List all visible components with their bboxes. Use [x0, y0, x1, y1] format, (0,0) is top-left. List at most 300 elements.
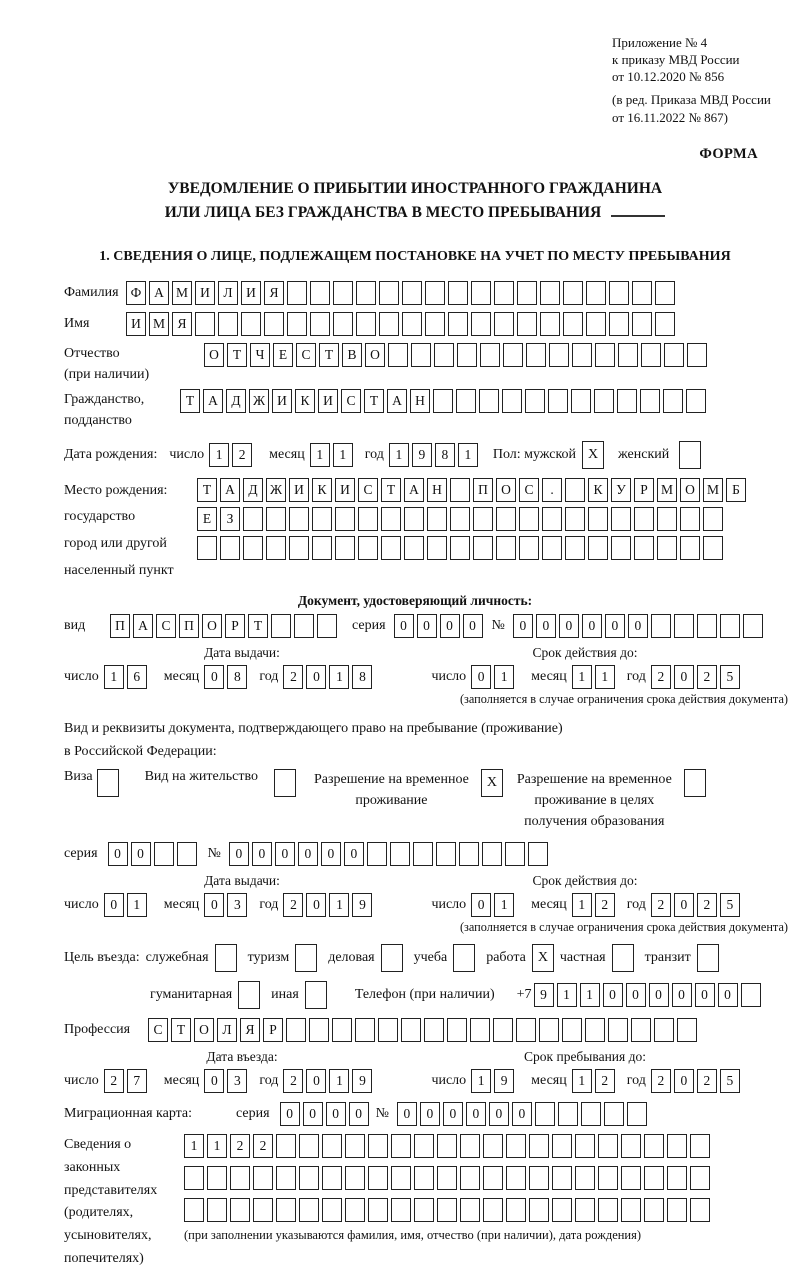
char-cell[interactable] [667, 1198, 687, 1222]
birth-month-cells[interactable] [310, 443, 356, 467]
char-cell[interactable]: 1 [494, 893, 514, 917]
char-cell[interactable]: 2 [595, 893, 615, 917]
char-cell[interactable] [322, 1198, 342, 1222]
char-cell[interactable] [414, 1166, 434, 1190]
char-cell[interactable] [575, 1166, 595, 1190]
char-cell[interactable] [483, 1134, 503, 1158]
char-cell[interactable] [565, 478, 585, 502]
char-cell[interactable] [517, 281, 537, 305]
char-cell[interactable]: Я [240, 1018, 260, 1042]
char-cell[interactable] [378, 1018, 398, 1042]
char-cell[interactable] [529, 1198, 549, 1222]
char-cell[interactable] [621, 1166, 641, 1190]
gender-female-checkbox[interactable] [679, 441, 701, 469]
char-cell[interactable] [697, 614, 717, 638]
stay-until-month-cells[interactable] [572, 1069, 618, 1093]
char-cell[interactable] [358, 507, 378, 531]
entry-year-cells[interactable] [283, 1069, 375, 1093]
char-cell[interactable] [450, 478, 470, 502]
char-cell[interactable] [388, 343, 408, 367]
char-cell[interactable]: 0 [489, 1102, 509, 1126]
char-cell[interactable]: А [203, 389, 223, 413]
char-cell[interactable] [391, 1134, 411, 1158]
char-cell[interactable] [720, 614, 740, 638]
char-cell[interactable] [529, 1166, 549, 1190]
birth-year-cells[interactable] [389, 443, 481, 467]
char-cell[interactable] [552, 1198, 572, 1222]
char-cell[interactable]: 2 [104, 1069, 124, 1093]
char-cell[interactable] [299, 1166, 319, 1190]
char-cell[interactable] [558, 1102, 578, 1126]
char-cell[interactable] [414, 1134, 434, 1158]
char-cell[interactable]: 1 [580, 983, 600, 1007]
char-cell[interactable]: 1 [127, 893, 147, 917]
char-cell[interactable] [621, 1198, 641, 1222]
char-cell[interactable] [218, 312, 238, 336]
char-cell[interactable]: 2 [283, 893, 303, 917]
char-cell[interactable] [480, 343, 500, 367]
char-cell[interactable]: 0 [559, 614, 579, 638]
char-cell[interactable] [355, 1018, 375, 1042]
char-cell[interactable] [585, 1018, 605, 1042]
char-cell[interactable]: Т [364, 389, 384, 413]
char-cell[interactable] [627, 1102, 647, 1126]
char-cell[interactable] [457, 343, 477, 367]
char-cell[interactable]: Ж [266, 478, 286, 502]
char-cell[interactable]: П [179, 614, 199, 638]
char-cell[interactable]: 9 [412, 443, 432, 467]
char-cell[interactable] [197, 536, 217, 560]
purpose-business-checkbox[interactable] [381, 944, 403, 972]
char-cell[interactable]: 1 [329, 665, 349, 689]
char-cell[interactable]: 1 [207, 1134, 227, 1158]
char-cell[interactable]: З [220, 507, 240, 531]
char-cell[interactable]: Р [634, 478, 654, 502]
char-cell[interactable]: 0 [108, 842, 128, 866]
char-cell[interactable]: 0 [718, 983, 738, 1007]
char-cell[interactable]: 0 [204, 1069, 224, 1093]
char-cell[interactable]: С [358, 478, 378, 502]
char-cell[interactable] [632, 312, 652, 336]
char-cell[interactable]: 2 [697, 665, 717, 689]
gender-male-checkbox[interactable]: X [582, 441, 604, 469]
char-cell[interactable] [402, 281, 422, 305]
char-cell[interactable] [505, 842, 525, 866]
char-cell[interactable]: М [657, 478, 677, 502]
char-cell[interactable] [368, 1134, 388, 1158]
char-cell[interactable] [230, 1166, 250, 1190]
char-cell[interactable] [542, 536, 562, 560]
char-cell[interactable] [539, 1018, 559, 1042]
char-cell[interactable] [526, 343, 546, 367]
char-cell[interactable] [703, 536, 723, 560]
char-cell[interactable]: О [202, 614, 222, 638]
char-cell[interactable]: 3 [227, 893, 247, 917]
char-cell[interactable] [525, 389, 545, 413]
char-cell[interactable] [425, 281, 445, 305]
char-cell[interactable] [276, 1166, 296, 1190]
char-cell[interactable] [506, 1198, 526, 1222]
char-cell[interactable]: 0 [512, 1102, 532, 1126]
char-cell[interactable] [322, 1166, 342, 1190]
birth-place-cells-row3[interactable] [197, 536, 749, 560]
char-cell[interactable] [379, 281, 399, 305]
char-cell[interactable]: 8 [352, 665, 372, 689]
char-cell[interactable]: 1 [389, 443, 409, 467]
char-cell[interactable]: Ж [249, 389, 269, 413]
char-cell[interactable]: 5 [720, 665, 740, 689]
char-cell[interactable]: И [126, 312, 146, 336]
char-cell[interactable]: 0 [321, 842, 341, 866]
char-cell[interactable] [611, 536, 631, 560]
char-cell[interactable]: 0 [104, 893, 124, 917]
char-cell[interactable]: 0 [394, 614, 414, 638]
char-cell[interactable] [482, 842, 502, 866]
char-cell[interactable] [686, 389, 706, 413]
entry-month-cells[interactable] [204, 1069, 250, 1093]
birth-place-cells-row1[interactable] [197, 478, 749, 502]
char-cell[interactable] [184, 1166, 204, 1190]
char-cell[interactable]: 0 [628, 614, 648, 638]
char-cell[interactable]: Р [225, 614, 245, 638]
birth-place-cells-row2[interactable] [197, 507, 749, 531]
char-cell[interactable]: 0 [672, 983, 692, 1007]
purpose-tourism-checkbox[interactable] [295, 944, 317, 972]
char-cell[interactable]: 0 [131, 842, 151, 866]
char-cell[interactable] [641, 343, 661, 367]
char-cell[interactable] [680, 536, 700, 560]
char-cell[interactable] [460, 1166, 480, 1190]
char-cell[interactable]: 2 [651, 1069, 671, 1093]
char-cell[interactable]: Б [726, 478, 746, 502]
char-cell[interactable] [581, 1102, 601, 1126]
char-cell[interactable] [563, 312, 583, 336]
char-cell[interactable]: 0 [417, 614, 437, 638]
char-cell[interactable] [456, 389, 476, 413]
char-cell[interactable]: 0 [306, 893, 326, 917]
purpose-private-checkbox[interactable] [612, 944, 634, 972]
char-cell[interactable]: К [312, 478, 332, 502]
purpose-humanitarian-checkbox[interactable] [238, 981, 260, 1009]
char-cell[interactable] [608, 1018, 628, 1042]
char-cell[interactable]: 1 [572, 665, 592, 689]
char-cell[interactable] [690, 1166, 710, 1190]
char-cell[interactable]: 0 [204, 893, 224, 917]
char-cell[interactable]: 0 [306, 1069, 326, 1093]
char-cell[interactable] [460, 1198, 480, 1222]
citizenship-cells[interactable] [180, 389, 709, 413]
char-cell[interactable] [243, 507, 263, 531]
char-cell[interactable]: С [148, 1018, 168, 1042]
char-cell[interactable] [571, 389, 591, 413]
char-cell[interactable]: Ф [126, 281, 146, 305]
char-cell[interactable] [177, 842, 197, 866]
option-residence-permit-checkbox[interactable] [274, 769, 296, 797]
doc-kind-cells[interactable] [110, 614, 340, 638]
char-cell[interactable] [565, 536, 585, 560]
char-cell[interactable] [433, 389, 453, 413]
char-cell[interactable] [391, 1198, 411, 1222]
char-cell[interactable] [312, 507, 332, 531]
char-cell[interactable]: К [588, 478, 608, 502]
char-cell[interactable]: П [110, 614, 130, 638]
entry-day-cells[interactable] [104, 1069, 150, 1093]
char-cell[interactable] [243, 536, 263, 560]
char-cell[interactable] [609, 312, 629, 336]
char-cell[interactable]: 0 [326, 1102, 346, 1126]
char-cell[interactable] [687, 343, 707, 367]
char-cell[interactable] [657, 507, 677, 531]
char-cell[interactable]: 0 [303, 1102, 323, 1126]
char-cell[interactable] [586, 312, 606, 336]
char-cell[interactable] [535, 1102, 555, 1126]
char-cell[interactable] [552, 1166, 572, 1190]
char-cell[interactable] [552, 1134, 572, 1158]
char-cell[interactable]: 1 [572, 893, 592, 917]
char-cell[interactable]: 0 [280, 1102, 300, 1126]
char-cell[interactable] [542, 507, 562, 531]
char-cell[interactable]: 6 [127, 665, 147, 689]
char-cell[interactable]: 9 [534, 983, 554, 1007]
option-temporary-residence-checkbox[interactable]: X [481, 769, 503, 797]
char-cell[interactable] [460, 1134, 480, 1158]
char-cell[interactable] [663, 389, 683, 413]
char-cell[interactable]: 1 [595, 665, 615, 689]
char-cell[interactable] [413, 842, 433, 866]
char-cell[interactable] [674, 614, 694, 638]
issue-month-cells[interactable] [204, 665, 250, 689]
char-cell[interactable]: Д [226, 389, 246, 413]
stay-valid-month-cells[interactable] [572, 893, 618, 917]
char-cell[interactable]: 1 [458, 443, 478, 467]
char-cell[interactable]: Р [263, 1018, 283, 1042]
char-cell[interactable] [333, 281, 353, 305]
char-cell[interactable] [184, 1198, 204, 1222]
char-cell[interactable] [611, 507, 631, 531]
char-cell[interactable]: 1 [471, 1069, 491, 1093]
char-cell[interactable] [437, 1166, 457, 1190]
char-cell[interactable] [264, 312, 284, 336]
char-cell[interactable] [310, 312, 330, 336]
char-cell[interactable]: Д [243, 478, 263, 502]
char-cell[interactable]: 0 [695, 983, 715, 1007]
char-cell[interactable] [345, 1166, 365, 1190]
representatives-cells-row2[interactable] [184, 1166, 713, 1190]
char-cell[interactable] [644, 1198, 664, 1222]
char-cell[interactable] [496, 507, 516, 531]
char-cell[interactable]: М [703, 478, 723, 502]
char-cell[interactable]: Т [248, 614, 268, 638]
char-cell[interactable] [473, 536, 493, 560]
valid-day-cells[interactable] [471, 665, 517, 689]
char-cell[interactable] [634, 536, 654, 560]
char-cell[interactable]: 0 [674, 1069, 694, 1093]
char-cell[interactable] [381, 507, 401, 531]
char-cell[interactable] [299, 1198, 319, 1222]
char-cell[interactable]: О [365, 343, 385, 367]
char-cell[interactable]: 0 [674, 893, 694, 917]
doc-number-cells[interactable] [513, 614, 766, 638]
char-cell[interactable]: 2 [595, 1069, 615, 1093]
profession-cells[interactable] [148, 1018, 700, 1042]
char-cell[interactable] [447, 1018, 467, 1042]
char-cell[interactable] [427, 536, 447, 560]
char-cell[interactable] [309, 1018, 329, 1042]
char-cell[interactable] [317, 614, 337, 638]
purpose-study-checkbox[interactable] [453, 944, 475, 972]
char-cell[interactable] [266, 536, 286, 560]
char-cell[interactable]: 5 [720, 893, 740, 917]
char-cell[interactable] [299, 1134, 319, 1158]
char-cell[interactable] [506, 1166, 526, 1190]
char-cell[interactable]: Л [217, 1018, 237, 1042]
patronymic-cells[interactable] [204, 343, 710, 367]
char-cell[interactable]: 1 [104, 665, 124, 689]
char-cell[interactable] [266, 507, 286, 531]
char-cell[interactable] [479, 389, 499, 413]
char-cell[interactable] [595, 343, 615, 367]
char-cell[interactable] [271, 614, 291, 638]
char-cell[interactable]: 1 [184, 1134, 204, 1158]
surname-cells[interactable] [126, 281, 678, 305]
char-cell[interactable]: Н [427, 478, 447, 502]
char-cell[interactable] [289, 507, 309, 531]
char-cell[interactable] [253, 1166, 273, 1190]
char-cell[interactable] [220, 536, 240, 560]
char-cell[interactable] [450, 507, 470, 531]
char-cell[interactable]: 2 [232, 443, 252, 467]
char-cell[interactable]: 0 [463, 614, 483, 638]
char-cell[interactable]: С [519, 478, 539, 502]
representatives-cells-row3[interactable] [184, 1198, 713, 1222]
char-cell[interactable]: А [220, 478, 240, 502]
char-cell[interactable] [356, 312, 376, 336]
char-cell[interactable]: 0 [440, 614, 460, 638]
char-cell[interactable] [276, 1134, 296, 1158]
char-cell[interactable] [322, 1134, 342, 1158]
char-cell[interactable] [618, 343, 638, 367]
char-cell[interactable]: 0 [471, 665, 491, 689]
char-cell[interactable] [667, 1134, 687, 1158]
char-cell[interactable]: 2 [253, 1134, 273, 1158]
char-cell[interactable] [634, 507, 654, 531]
char-cell[interactable]: Т [180, 389, 200, 413]
char-cell[interactable]: М [172, 281, 192, 305]
char-cell[interactable]: 0 [420, 1102, 440, 1126]
char-cell[interactable]: 3 [227, 1069, 247, 1093]
birth-day-cells[interactable] [209, 443, 255, 467]
phone-cells[interactable] [534, 983, 764, 1007]
char-cell[interactable] [448, 312, 468, 336]
char-cell[interactable]: Л [218, 281, 238, 305]
char-cell[interactable] [402, 312, 422, 336]
name-cells[interactable] [126, 312, 678, 336]
char-cell[interactable]: М [149, 312, 169, 336]
char-cell[interactable]: Е [197, 507, 217, 531]
char-cell[interactable] [572, 343, 592, 367]
char-cell[interactable] [368, 1198, 388, 1222]
char-cell[interactable] [427, 507, 447, 531]
purpose-transit-checkbox[interactable] [697, 944, 719, 972]
char-cell[interactable]: 1 [333, 443, 353, 467]
char-cell[interactable]: С [156, 614, 176, 638]
char-cell[interactable]: 0 [649, 983, 669, 1007]
char-cell[interactable]: 0 [466, 1102, 486, 1126]
char-cell[interactable] [493, 1018, 513, 1042]
char-cell[interactable] [286, 1018, 306, 1042]
char-cell[interactable]: О [496, 478, 516, 502]
char-cell[interactable] [598, 1166, 618, 1190]
char-cell[interactable] [294, 614, 314, 638]
char-cell[interactable] [588, 536, 608, 560]
option-temporary-residence-education-checkbox[interactable] [684, 769, 706, 797]
char-cell[interactable] [414, 1198, 434, 1222]
char-cell[interactable] [253, 1198, 273, 1222]
char-cell[interactable] [565, 507, 585, 531]
char-cell[interactable]: И [195, 281, 215, 305]
char-cell[interactable] [207, 1166, 227, 1190]
char-cell[interactable] [741, 983, 761, 1007]
char-cell[interactable]: П [473, 478, 493, 502]
char-cell[interactable] [367, 842, 387, 866]
char-cell[interactable]: И [272, 389, 292, 413]
char-cell[interactable]: 0 [626, 983, 646, 1007]
char-cell[interactable] [436, 842, 456, 866]
char-cell[interactable] [448, 281, 468, 305]
char-cell[interactable] [312, 536, 332, 560]
char-cell[interactable]: 0 [397, 1102, 417, 1126]
char-cell[interactable] [631, 1018, 651, 1042]
char-cell[interactable]: С [341, 389, 361, 413]
char-cell[interactable] [437, 1198, 457, 1222]
char-cell[interactable]: И [318, 389, 338, 413]
char-cell[interactable]: Ч [250, 343, 270, 367]
char-cell[interactable]: А [404, 478, 424, 502]
char-cell[interactable]: Т [197, 478, 217, 502]
stay-valid-year-cells[interactable] [651, 893, 743, 917]
char-cell[interactable] [586, 281, 606, 305]
char-cell[interactable] [690, 1134, 710, 1158]
migration-number-cells[interactable] [397, 1102, 650, 1126]
char-cell[interactable]: 0 [471, 893, 491, 917]
char-cell[interactable] [657, 536, 677, 560]
char-cell[interactable]: Т [381, 478, 401, 502]
char-cell[interactable] [335, 536, 355, 560]
char-cell[interactable] [195, 312, 215, 336]
char-cell[interactable] [470, 1018, 490, 1042]
char-cell[interactable] [494, 312, 514, 336]
char-cell[interactable] [379, 312, 399, 336]
char-cell[interactable] [517, 312, 537, 336]
char-cell[interactable] [276, 1198, 296, 1222]
char-cell[interactable] [540, 281, 560, 305]
char-cell[interactable]: 5 [720, 1069, 740, 1093]
char-cell[interactable]: К [295, 389, 315, 413]
char-cell[interactable]: 8 [435, 443, 455, 467]
char-cell[interactable]: О [204, 343, 224, 367]
char-cell[interactable]: 2 [697, 1069, 717, 1093]
char-cell[interactable] [496, 536, 516, 560]
char-cell[interactable]: 2 [283, 1069, 303, 1093]
stay-until-year-cells[interactable] [651, 1069, 743, 1093]
char-cell[interactable]: 2 [651, 893, 671, 917]
issue-day-cells[interactable] [104, 665, 150, 689]
char-cell[interactable] [345, 1134, 365, 1158]
representatives-cells-row1[interactable] [184, 1134, 713, 1158]
char-cell[interactable]: А [149, 281, 169, 305]
char-cell[interactable] [604, 1102, 624, 1126]
char-cell[interactable]: 1 [557, 983, 577, 1007]
